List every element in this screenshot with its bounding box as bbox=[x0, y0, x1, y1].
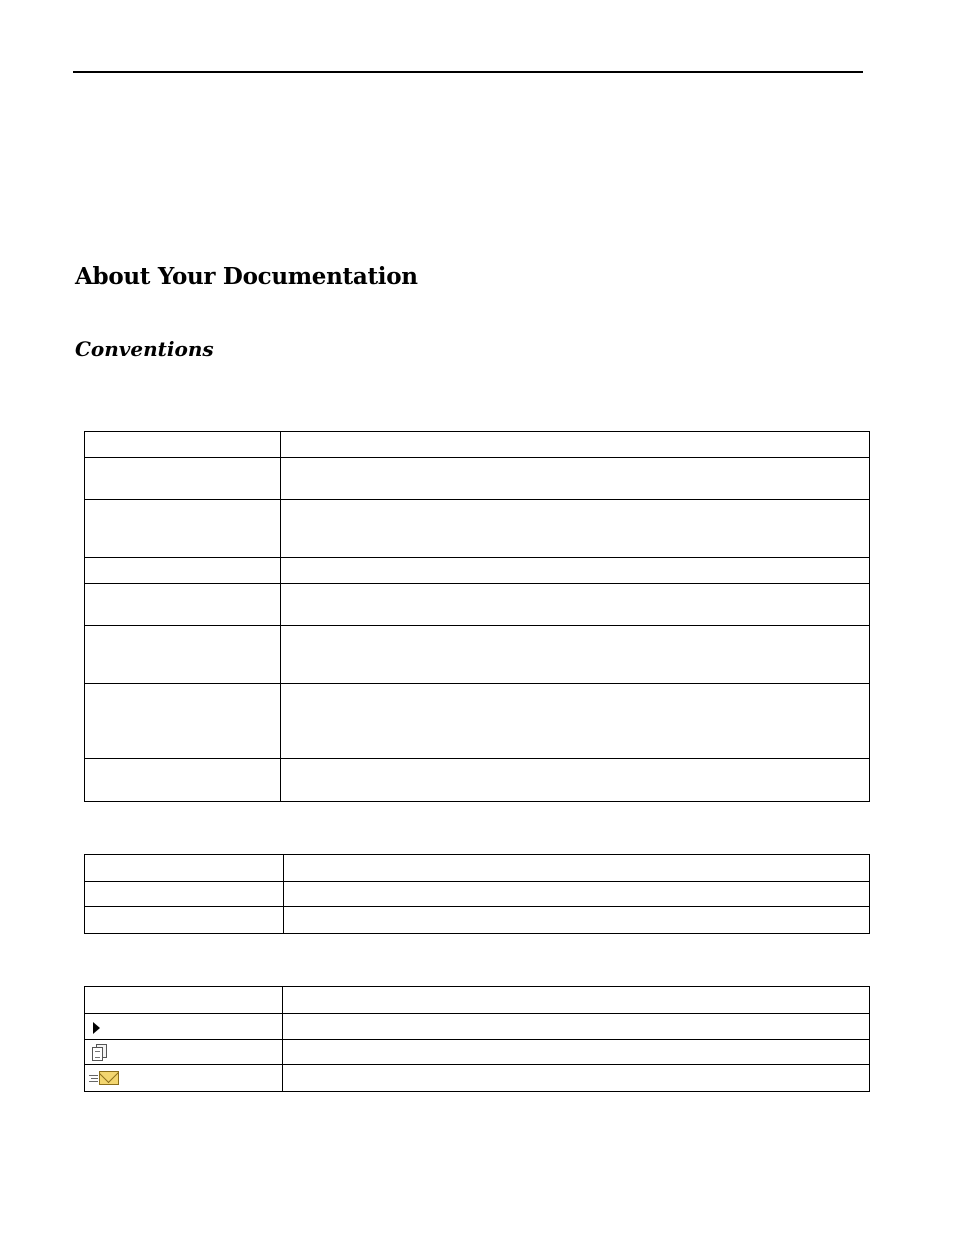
notation-conventions-table bbox=[84, 854, 870, 934]
meaning-cell bbox=[284, 907, 870, 934]
meaning-cell bbox=[281, 759, 870, 802]
convention-cell bbox=[85, 432, 281, 458]
convention-cell bbox=[85, 759, 281, 802]
arrow-right-icon bbox=[93, 1022, 100, 1034]
meaning-cell bbox=[281, 584, 870, 626]
convention-cell bbox=[85, 626, 281, 684]
meaning-cell bbox=[281, 432, 870, 458]
meaning-cell bbox=[283, 1014, 870, 1040]
table-row bbox=[85, 759, 870, 802]
table-row bbox=[85, 1040, 870, 1065]
table-row bbox=[85, 558, 870, 584]
symbols-table bbox=[84, 986, 870, 1092]
table-row bbox=[85, 1014, 870, 1040]
convention-cell bbox=[85, 684, 281, 759]
convention-cell bbox=[85, 458, 281, 500]
table-row bbox=[85, 584, 870, 626]
mail-icon bbox=[89, 1068, 121, 1088]
page-title: About Your Documentation bbox=[75, 263, 418, 290]
convention-cell bbox=[85, 584, 281, 626]
table-row bbox=[85, 855, 870, 882]
table-row bbox=[85, 1065, 870, 1092]
section-title-conventions: Conventions bbox=[75, 337, 214, 361]
meaning-cell bbox=[283, 1065, 870, 1092]
table-row bbox=[85, 882, 870, 907]
meaning-cell bbox=[284, 855, 870, 882]
meaning-cell bbox=[283, 987, 870, 1014]
meaning-cell bbox=[281, 500, 870, 558]
table-row bbox=[85, 458, 870, 500]
typography-conventions-table bbox=[84, 431, 870, 802]
meaning-cell bbox=[281, 684, 870, 759]
table-row bbox=[85, 626, 870, 684]
meaning-cell bbox=[281, 626, 870, 684]
convention-cell bbox=[85, 500, 281, 558]
symbol-cell bbox=[85, 1040, 283, 1065]
meaning-cell bbox=[284, 882, 870, 907]
convention-cell bbox=[85, 907, 284, 934]
convention-cell bbox=[85, 882, 284, 907]
document-icon bbox=[92, 1044, 106, 1060]
header-rule bbox=[73, 71, 863, 73]
meaning-cell bbox=[281, 558, 870, 584]
meaning-cell bbox=[283, 1040, 870, 1065]
symbol-cell bbox=[85, 1065, 283, 1092]
convention-cell bbox=[85, 855, 284, 882]
meaning-cell bbox=[281, 458, 870, 500]
symbol-cell bbox=[85, 987, 283, 1014]
table-row bbox=[85, 684, 870, 759]
symbol-cell bbox=[85, 1014, 283, 1040]
table-row bbox=[85, 907, 870, 934]
table-row bbox=[85, 500, 870, 558]
table-row bbox=[85, 987, 870, 1014]
convention-cell bbox=[85, 558, 281, 584]
table-row bbox=[85, 432, 870, 458]
